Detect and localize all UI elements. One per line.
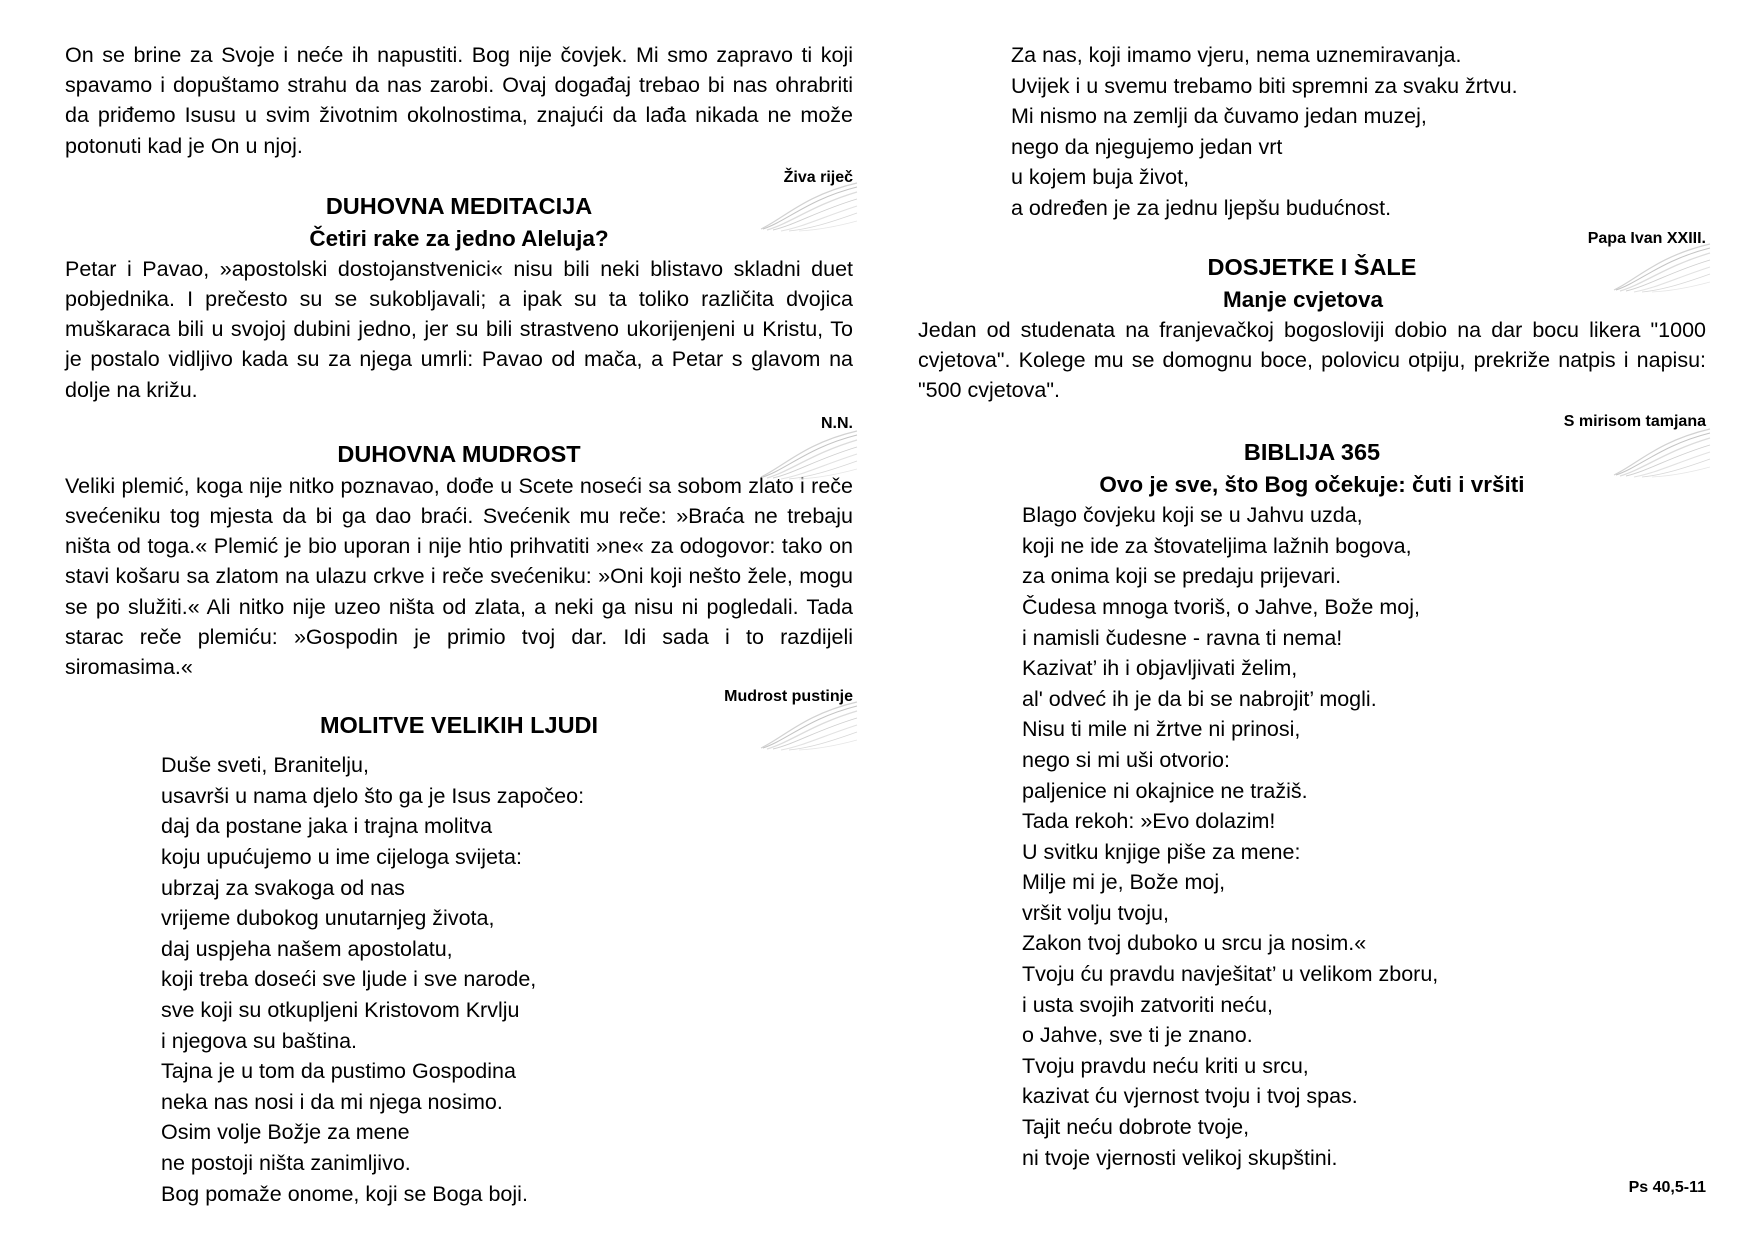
verse-line: o Jahve, sve ti je znano.	[1022, 1023, 1253, 1048]
dosjetke-subtitle: Manje cvjetova	[1223, 286, 1384, 312]
verse-line: Tajit neću dobrote tvoje,	[1022, 1115, 1250, 1140]
mudrost-source: Mudrost pustinje	[724, 688, 853, 706]
section-heading-meditacija	[65, 189, 853, 223]
section-heading-molitve	[65, 708, 853, 742]
heading-text: DUHOVNA MUDROST	[337, 440, 581, 467]
molitve-lines	[161, 750, 853, 1209]
verse-line: Zakon tvoj duboko u srcu ja nosim.«	[1022, 931, 1367, 956]
verse-line: za onima koji se predaju prijevari.	[1022, 564, 1342, 589]
heading-text: BIBLIJA 365	[1243, 439, 1381, 466]
meditacija-subtitle: Četiri rake za jedno Aleluja?	[309, 225, 609, 251]
dosjetke-source: S mirisom tamjana	[1563, 413, 1706, 431]
heading-text: DOSJETKE I ŠALE	[1207, 253, 1417, 280]
section-heading-mudrost	[65, 437, 853, 471]
verse-line: Bog pomaže onome, koji se Boga boji.	[161, 1181, 528, 1206]
mudrost-text: Veliki plemić, koga nije nitko poznavao, dođe u Scete noseći sa sobom zlato i reče svećeniku tog mjesta da bi ga dao braći. Svećenik mu reče: »Braća ne trebaju ništa od toga.« Plemić je bio uporan i nije htio prihvatiti »ne« za odogovor: tako on stavi košaru sa zlatom na ulazu crkve i reče svećeniku: »Oni koji nešto žele, mogu se po služiti.« Ali nitko nije uzeo ništa od zlata, a neki ga nisu ni pogledali. Tada starac reče plemiću: »Gospodin je primio tvoj dar. Idi sada i to razdijeli siromasima.«	[65, 473, 853, 680]
smoke-swirl-icon	[1612, 242, 1712, 294]
verse-line: nego si mi uši otvorio:	[1022, 747, 1230, 772]
verse-line: nego da njegujemo jedan vrt	[1011, 134, 1283, 159]
verse-line: Uvijek i u svemu trebamo biti spremni za svaku žrtvu.	[1011, 73, 1518, 98]
verse-line: sve koji su otkupljeni Kristovom Krvlju	[161, 998, 520, 1022]
smoke-swirl-icon	[759, 429, 859, 481]
verse-line: i njegova su baština.	[161, 1028, 358, 1053]
verse-line: al' odveć ih je da bi se nabrojit’ mogli.	[1022, 686, 1377, 711]
verse-line: ni tvoje vjernosti velikoj skupštini.	[1022, 1145, 1338, 1170]
verse-line: Čudesa mnoga tvoriš, o Jahve, Bože moj,	[1022, 594, 1420, 619]
verse-line: i usta svojih zatvoriti neću,	[1022, 992, 1273, 1017]
section-heading-dosjetke	[918, 250, 1706, 284]
verse-line: i namisli čudesne - ravna ti nema!	[1022, 625, 1343, 650]
verse-line: neka nas nosi i da mi njega nosimo.	[161, 1089, 503, 1114]
verse-line: ubrzaj za svakoga od nas	[161, 875, 405, 900]
poem-source: Papa Ivan XXIII.	[1587, 229, 1706, 247]
left-page	[65, 40, 853, 1209]
verse-line: Mi nismo na zemlji da čuvamo jedan muzej,	[1011, 104, 1427, 129]
verse-line: Blago čovjeku koji se u Jahvu uzda,	[1022, 503, 1363, 528]
meditacija-source: N.N.	[821, 414, 853, 432]
psalm-lines	[1022, 500, 1706, 1173]
verse-line: u kojem buja život,	[1011, 165, 1190, 190]
section-heading-biblija	[918, 435, 1706, 469]
verse-line: Nisu ti mile ni žrtve ni prinosi,	[1022, 717, 1301, 742]
verse-line: vrijeme dubokog unutarnjeg života,	[161, 906, 495, 931]
verse-line: Tvoju ću pravdu navješitat’ u velikom zboru,	[1022, 962, 1439, 987]
dosjetke-text: Jedan od studenata na franjevačkoj bogosloviji dobio na dar bocu likera "1000 cvjetova". Kolege mu se domognu boce, polovicu otpiju, prekriže natpis i napisu: "500 cvjetova".	[918, 317, 1706, 402]
verse-line: usavrši u nama djelo što ga je Isus započeo:	[161, 783, 585, 808]
verse-line: Za nas, koji imamo vjeru, nema uznemiravanja.	[1011, 43, 1462, 67]
meditacija-text: Petar i Pavao, »apostolski dostojanstvenici« nisu bili neki blistavo skladni duet pobjednika. I prečesto su se sukobljavali; a ipak su ta toliko različita dvojica muškaraca bili u svojoj dubini jedno, jer su bili strastveno ukorijenjeni u Kristu, To je postalo vidljivo kada su za njega umrli: Pavao od mača, a Petar s glavom na dolje na križu.	[65, 256, 853, 402]
verse-line: Duše sveti, Branitelju,	[161, 753, 369, 778]
intro-source: Živa riječ	[783, 168, 853, 186]
verse-line: koji treba doseći sve ljude i sve narode,	[161, 967, 537, 992]
verse-line: daj uspjeha našem apostolatu,	[161, 936, 453, 961]
verse-line: koji ne ide za štovateljima lažnih bogova,	[1022, 533, 1412, 558]
smoke-swirl-icon	[759, 700, 859, 752]
heading-text: DUHOVNA MEDITACIJA	[325, 192, 593, 219]
verse-line: Osim volje Božje za mene	[161, 1120, 410, 1145]
right-page	[918, 40, 1706, 1199]
verse-line: daj da postane jaka i trajna molitva	[161, 814, 493, 839]
verse-line: a određen je za jednu ljepšu budućnost.	[1011, 195, 1392, 220]
psalm-source: Ps 40,5-11	[1628, 1179, 1706, 1197]
verse-line: paljenice ni okajnice ne tražiš.	[1022, 778, 1308, 803]
verse-line: Tajna je u tom da pustimo Gospodina	[161, 1059, 516, 1084]
verse-line: koju upućujemo u ime cijeloga svijeta:	[161, 845, 522, 870]
smoke-swirl-icon	[1612, 427, 1712, 479]
intro-paragraph: On se brine za Svoje i neće ih napustiti. Bog nije čovjek. Mi smo zapravo ti koji spavamo i dopuštamo strahu da nas zarobi. Ovaj događaj trebao bi nas ohrabriti da priđemo Isusu u svim životnim okolnostima, znajući da lađa nikada ne može potonuti kad je On u njoj.	[65, 43, 853, 158]
smoke-swirl-icon	[759, 181, 859, 233]
biblija-subtitle: Ovo je sve, što Bog očekuje: čuti i vršiti	[1099, 472, 1525, 498]
verse-line: Milje mi je, Bože moj,	[1022, 870, 1226, 895]
verse-line: kazivat ću vjernost tvoju i tvoj spas.	[1022, 1084, 1358, 1109]
verse-line: ne postoji ništa zanimljivo.	[161, 1150, 411, 1175]
verse-line: U svitku knjige piše za mene:	[1022, 839, 1301, 864]
verse-line: vršit volju tvoju,	[1022, 900, 1169, 925]
papa-poem-lines	[1011, 40, 1706, 224]
verse-line: Tada rekoh: »Evo dolazim!	[1022, 809, 1276, 834]
heading-text: MOLITVE VELIKIH LJUDI	[319, 712, 599, 739]
verse-line: Kazivat’ ih i objavljivati želim,	[1022, 656, 1298, 681]
verse-line: Tvoju pravdu neću kriti u srcu,	[1022, 1053, 1309, 1078]
